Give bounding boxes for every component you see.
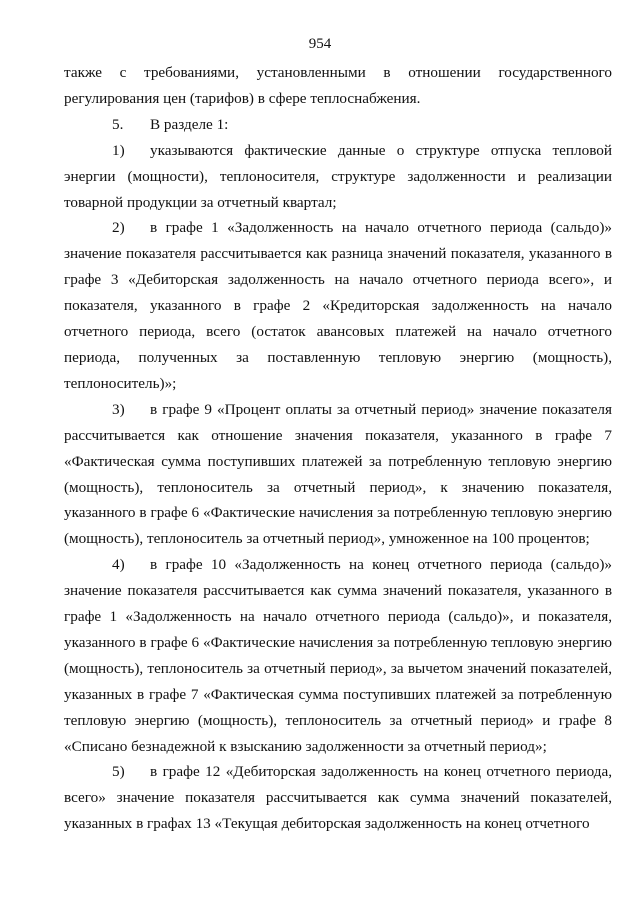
paragraph-number: 5. bbox=[112, 115, 124, 133]
paragraph-item-3 bbox=[64, 397, 612, 552]
paragraph-item-1 bbox=[64, 138, 612, 216]
paragraph-text: также с требованиями, установленными в отношении государственного регулирования цен (тарифов) в сфере теплоснабжения. bbox=[64, 64, 612, 107]
paragraph-section-5 bbox=[64, 112, 612, 138]
paragraph-text: в графе 1 «Задолженность на начало отчетного периода (сальдо)» значение показателя рассчитывается как разница значений показателя, указанного в графе 3 «Дебиторская задолженность на начало отчетного периода всего», и показателя, указанного в графе 2 «Кредиторская задолженность на начало отчетного периода, всего (остаток авансовых платежей на начало отчетного периода, полученных за поставленную тепловую энергию (мощность), теплоноситель)»; bbox=[64, 219, 612, 392]
paragraph-number: 5) bbox=[112, 763, 125, 781]
paragraph-number: 4) bbox=[112, 556, 125, 574]
paragraph-item-5 bbox=[64, 759, 612, 837]
document-body bbox=[64, 60, 612, 837]
paragraph-number: 2) bbox=[112, 219, 125, 237]
paragraph-number: 1) bbox=[112, 141, 125, 159]
paragraph-text: указываются фактические данные о структуре отпуска тепловой энергии (мощности), теплоносителя, структуре задолженности и реализации товарной продукции за отчетный квартал; bbox=[64, 141, 612, 211]
paragraph-text: в графе 9 «Процент оплаты за отчетный период» значение показателя рассчитывается как отношение значения показателя, указанного в графе 7 «Фактическая сумма поступивших платежей за потребленную тепловую энергию (мощность), теплоноситель за отчетный период», к значению показателя, указанного в графе 6 «Фактические начисления за потребленную тепловую энергию (мощность), теплоноситель за отчетный период», умноженное на 100 процентов; bbox=[64, 400, 612, 548]
paragraph-item-2 bbox=[64, 215, 612, 396]
paragraph-continuation bbox=[64, 60, 612, 112]
paragraph-text: в графе 12 «Дебиторская задолженность на конец отчетного периода, всего» значение показателя рассчитывается как сумма значений показателей, указанных в графах 13 «Текущая дебиторская задолженность на конец отчетного bbox=[64, 763, 612, 833]
page-number: 954 bbox=[308, 36, 332, 52]
paragraph-item-4 bbox=[64, 552, 612, 759]
paragraph-number: 3) bbox=[112, 400, 125, 418]
paragraph-text: В разделе 1: bbox=[150, 115, 229, 133]
paragraph-text: в графе 10 «Задолженность на конец отчетного периода (сальдо)» значение показателя рассчитывается как сумма значений показателя, указанного в графе 1 «Задолженность на начало отчетного периода (сальдо)», и показателя, указанного в графе 6 «Фактические начисления за потребленную тепловую энергию (мощность), теплоноситель за отчетный период», за вычетом значений показателей, указанных в графе 7 «Фактическая сумма поступивших платежей за потребленную тепловую энергию (мощность), теплоноситель за отчетный период» и графе 8 «Списано безнадежной к взысканию задолженности за отчетный период»; bbox=[64, 556, 612, 755]
